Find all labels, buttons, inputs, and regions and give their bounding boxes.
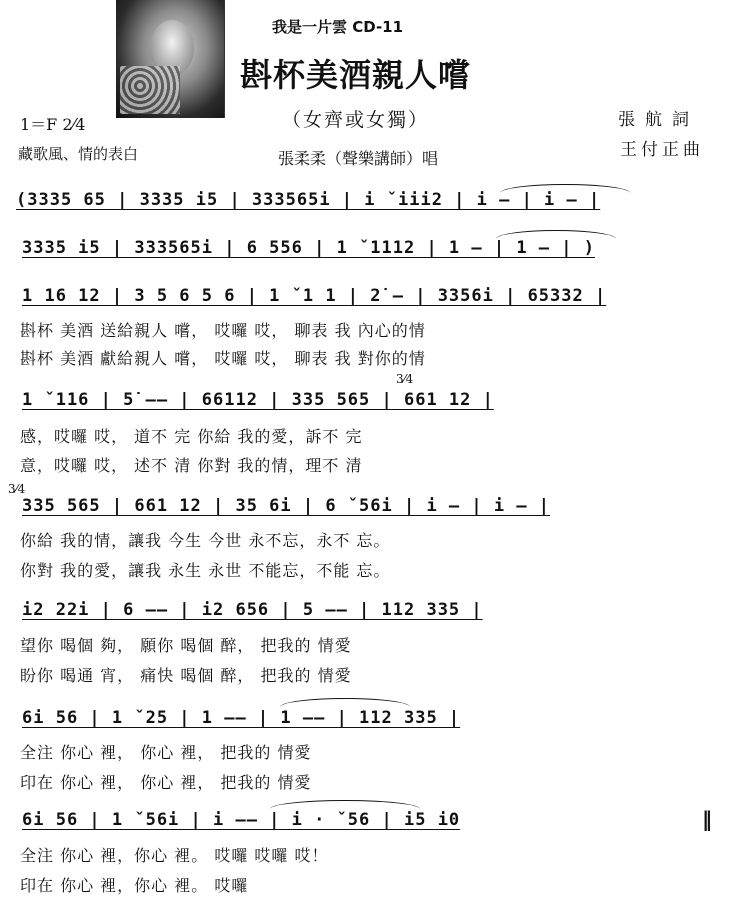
tie-arc (270, 800, 420, 809)
lyric-line-3a: 斟杯 美酒 送給親人 嚐， 哎囉 哎， 聊表 我 內心的情 (20, 321, 426, 340)
notation-line-2: 3335 i5 | 333565i | 6 556 | 1 ˇ1112 | 1 — | 1 — | ) (22, 238, 595, 258)
song-title: 斟杯美酒親人嚐 (240, 56, 472, 94)
lyric-line-5b: 你對 我的愛，讓我 永生 永世 不能忘，不能 忘。 (20, 561, 391, 580)
singer-credit: 張柔柔（聲樂講師）唱 (278, 149, 439, 168)
time-signature-change: 3⁄4 (8, 482, 26, 496)
lyric-line-7a: 全注 你心 裡， 你心 裡， 把我的 情愛 (20, 743, 312, 762)
lyric-line-8a: 全注 你心 裡，你心 裡。 哎囉 哎囉 哎！ (20, 846, 329, 865)
lyric-line-4b: 意，哎囉 哎， 述不 清 你對 我的情，理不 清 (20, 456, 363, 475)
lyric-line-5a: 你給 我的情，讓我 今生 今世 永不忘，永不 忘。 (20, 531, 391, 550)
cd-series-label: 我是一片雲 CD-11 (272, 18, 404, 36)
style-note: 藏歌風、情的表白 (18, 145, 139, 163)
lyric-line-8b: 印在 你心 裡，你心 裡。 哎囉 (20, 876, 249, 895)
notation-line-7: 6i 56 | 1 ˇ25 | 1 —— | 1 —— | 112 335 | (22, 708, 461, 728)
final-barline: ‖ (702, 807, 709, 831)
lyric-line-3b: 斟杯 美酒 獻給親人 嚐， 哎囉 哎， 聊表 我 對你的情 (20, 349, 426, 368)
tie-arc (496, 230, 616, 239)
lyric-line-6a: 望你 喝個 夠， 願你 喝個 醉， 把我的 情愛 (20, 636, 352, 655)
photo-flowers (120, 66, 180, 114)
notation-line-6: i2 22i | 6 —— | i2 656 | 5 —— | 112 335 | (22, 600, 483, 620)
tie-arc (500, 184, 630, 193)
notation-line-4: 1 ˇ116 | 5̇ —— | 66112 | 335 565 | 661 12 | (22, 390, 494, 410)
lyric-line-6b: 盼你 喝通 宵， 痛快 喝個 醉， 把我的 情愛 (20, 666, 352, 685)
lyric-line-4a: 感，哎囉 哎， 道不 完 你給 我的愛，訴不 完 (20, 427, 363, 446)
time-signature-change: 3⁄4 (396, 372, 414, 386)
singer-photo (116, 0, 225, 118)
key-signature: 1＝F 2⁄4 (20, 115, 86, 134)
notation-line-3: 1 16 12 | 3 5 6 5 6 | 1 ˇ1 1 | 2̇ — | 3356i | 65332 | (22, 286, 607, 306)
lyric-line-7b: 印在 你心 裡， 你心 裡， 把我的 情愛 (20, 773, 312, 792)
notation-line-8: 6i 56 | 1 ˇ56i | i —— | i · ˇ56 | i5 i0 (22, 810, 461, 830)
notation-line-5: 335 565 | 661 12 | 35 6i | 6 ˇ56i | i — | i — | (22, 496, 551, 516)
tie-arc (280, 698, 410, 707)
composer-credit: 王付正曲 (620, 140, 704, 160)
song-subtitle: （女齊或女獨） (282, 109, 430, 131)
notation-line-1: (3335 65 | 3335 i5 | 333565i | i ˇiii2 | i — | i — | (16, 190, 601, 210)
lyricist-credit: 張航詞 (618, 110, 699, 130)
